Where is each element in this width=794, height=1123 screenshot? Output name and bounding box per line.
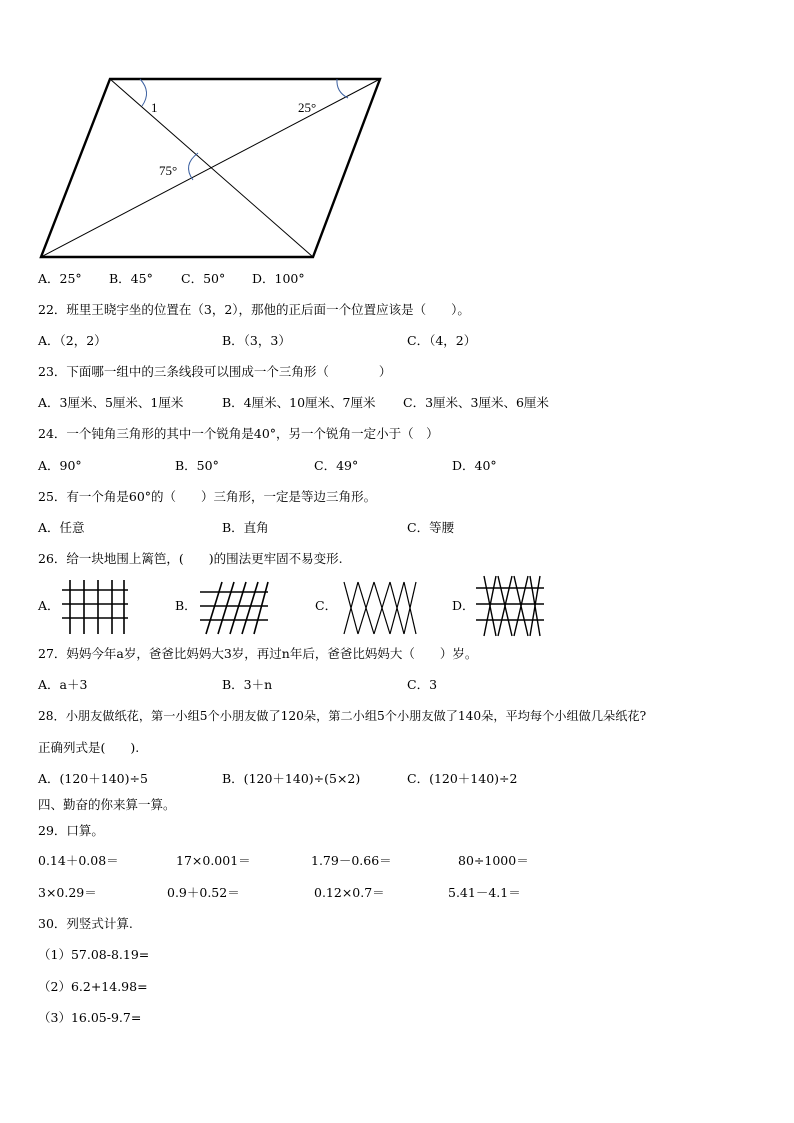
q28-option-a[interactable]: A．(120＋140)÷5	[38, 771, 148, 786]
q28-question-line2: 正确列式是( ).	[38, 740, 140, 755]
q27-option-b[interactable]: B．3＋n	[222, 677, 273, 692]
q21-option-b[interactable]: B．45°	[109, 271, 153, 286]
q28-option-b[interactable]: B．(120＋140)÷(5×2)	[222, 771, 361, 786]
q26-option-a[interactable]: A．	[38, 598, 60, 613]
q26-question: 26．给一块地围上篱笆，( )的围法更牢固不易变形.	[38, 551, 343, 566]
fence-slanted-grid	[198, 578, 270, 638]
angle-arc-25	[337, 79, 348, 98]
q26-option-d[interactable]: D．	[452, 598, 475, 613]
q23-option-c[interactable]: C．3厘米、3厘米、6厘米	[403, 395, 549, 410]
q28-option-c[interactable]: C．(120＋140)÷2	[407, 771, 518, 786]
q27-option-a[interactable]: A．a＋3	[38, 677, 88, 692]
angle-label-75: 75°	[159, 163, 178, 178]
q22-option-c[interactable]: C．（4，2）	[407, 333, 477, 348]
q29-item-5: 3×0.29＝	[38, 885, 97, 900]
q29-item-1: 0.14＋0.08＝	[38, 853, 119, 868]
q29-question: 29．口算。	[38, 823, 104, 838]
angle-label-1: 1	[151, 100, 158, 115]
angle-arc-75	[189, 153, 198, 180]
q24-option-a[interactable]: A．90°	[38, 458, 82, 473]
q23-option-a[interactable]: A．3厘米、5厘米、1厘米	[38, 395, 184, 410]
parallelogram-figure	[30, 70, 400, 270]
q25-option-c[interactable]: C．等腰	[407, 520, 455, 535]
fence-triangle-lattice	[340, 578, 420, 638]
q29-item-6: 0.9＋0.52＝	[167, 885, 240, 900]
q29-item-7: 0.12×0.7＝	[314, 885, 385, 900]
q26-option-b[interactable]: B．	[175, 598, 197, 613]
q22-option-b[interactable]: B．（3，3）	[222, 333, 291, 348]
q25-option-a[interactable]: A．任意	[38, 520, 85, 535]
q21-option-c[interactable]: C．50°	[181, 271, 226, 286]
angle-label-25: 25°	[298, 100, 317, 115]
q29-item-3: 1.79－0.66＝	[311, 853, 392, 868]
q24-option-c[interactable]: C．49°	[314, 458, 359, 473]
q29-item-4: 80÷1000＝	[458, 853, 529, 868]
q21-option-d[interactable]: D．100°	[252, 271, 305, 286]
q27-question: 27．妈妈今年a岁，爸爸比妈妈大3岁，再过n年后，爸爸比妈妈大（ ）岁。	[38, 646, 478, 661]
fence-square-grid	[60, 578, 130, 638]
q24-option-d[interactable]: D．40°	[452, 458, 497, 473]
q22-option-a[interactable]: A．（2，2）	[38, 333, 107, 348]
q23-question: 23．下面哪一组中的三条线段可以围成一个三角形（ ）	[38, 364, 392, 379]
q30-item-3: （3）16.05-9.7=	[38, 1010, 142, 1025]
q21-option-a[interactable]: A．25°	[38, 271, 82, 286]
q23-option-b[interactable]: B．4厘米、10厘米、7厘米	[222, 395, 376, 410]
q28-question: 28．小朋友做纸花，第一小组5个小朋友做了120朵，第二小组5个小朋友做了140朵，平均每个小组做几朵纸花?	[38, 709, 647, 723]
q24-option-b[interactable]: B．50°	[175, 458, 219, 473]
q30-question: 30．列竖式计算.	[38, 916, 133, 931]
q30-item-1: （1）57.08-8.19=	[38, 947, 150, 962]
q22-question: 22．班里王晓宇坐的位置在（3，2），那他的正后面一个位置应该是（ ）。	[38, 302, 470, 317]
q24-question: 24．一个钝角三角形的其中一个锐角是40°，另一个锐角一定小于（ ）	[38, 426, 439, 441]
q26-option-c[interactable]: C．	[315, 598, 338, 613]
q25-option-b[interactable]: B．直角	[222, 520, 269, 535]
q25-question: 25．有一个角是60°的（ ）三角形，一定是等边三角形。	[38, 489, 377, 504]
diagonal-2	[41, 79, 380, 257]
q29-item-8: 5.41－4.1＝	[448, 885, 521, 900]
q27-option-c[interactable]: C．3	[407, 677, 438, 692]
angle-arc-1	[140, 79, 147, 106]
q29-item-2: 17×0.001＝	[176, 853, 251, 868]
q30-item-2: （2）6.2+14.98=	[38, 979, 148, 994]
fence-triangle-rails	[474, 574, 546, 640]
section-4-heading: 四、勤奋的你来算一算。	[38, 797, 176, 812]
